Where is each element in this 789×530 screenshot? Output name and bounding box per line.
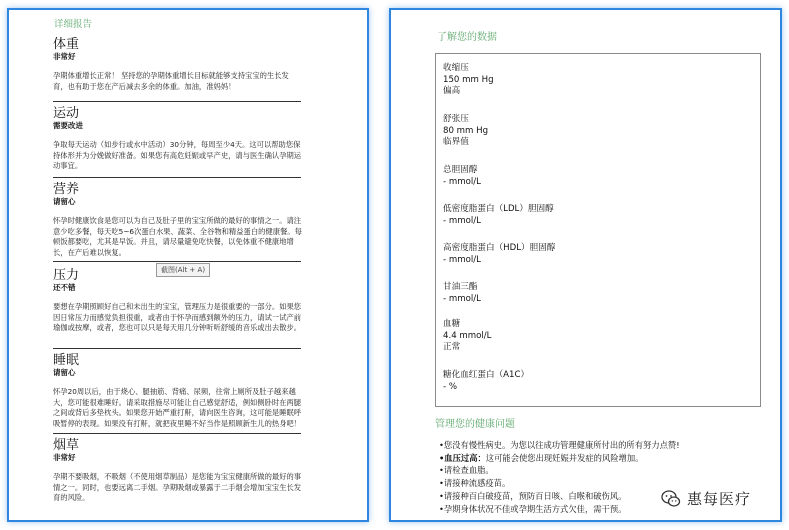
- metrics-box: [435, 53, 761, 407]
- know-your-data-title: 了解您的数据: [437, 32, 497, 43]
- section-heading: 体重: [53, 37, 80, 52]
- metric-diastolic: [443, 114, 743, 149]
- list-item: •孕期身体状况不佳或孕期生活方式欠佳，需干预。: [439, 503, 627, 514]
- section-description: 怀孕时健康饮食是您可以为自己及肚子里的宝宝所做的最好的事情之一。请注意少吃多餐，每天吃5~6次蛋白水果、蔬菜、全谷物和精益蛋白的健康餐。每顿饭都要吃，尤其是早饭。并且，请尽量避免吃快餐，以免体重不健康地增长，在产后难以恢复。: [53, 216, 302, 257]
- section-description: 孕期体重增长正常！ 坚持您的孕期体重增长目标就能够支持宝宝的生长发育，也有助于您在产后减去多余的体重。加油，准妈妈！: [53, 71, 289, 91]
- metric-ldl: [443, 204, 743, 227]
- section-divider: [53, 177, 301, 178]
- section-status: 非常好: [53, 453, 76, 462]
- section-status: 还不错: [53, 283, 76, 292]
- section-description: 怀孕20周以后，由于烧心、腿抽筋、背痛、尿频，往常上厕所及肚子越来越大，您可能很难睡好。请采取措施尽可能让自己感觉舒适，例如侧卧时在两腿之间或背后多垫枕头。如果您开始严重打鼾，请向医生咨询，这可能是睡眠呼吸暂停的表现。如果没有打鼾，就把夜里睡不好当作是照顾新生儿的热身吧！: [53, 387, 302, 428]
- metric-total-cholesterol: [443, 165, 743, 188]
- metric-name: 甘油三酯: [443, 282, 478, 292]
- metric-value: - mmol/L: [443, 254, 481, 265]
- section-status: 请留心: [53, 368, 76, 377]
- metric-a1c: [443, 370, 743, 393]
- data-summary-panel: [389, 8, 782, 522]
- metric-name: 糖化血红蛋白（A1C）: [443, 370, 530, 380]
- screenshot-tooltip: 截图(Alt + A): [156, 263, 210, 277]
- section-description: 争取每天运动（如步行或水中活动）30分钟，每周至少4天。这可以帮助您保持体形并为分娩做好准备。如果您有高危妊娠或早产史，请与医生确认孕期运动事宜。: [53, 140, 302, 171]
- metric-name: 舒张压: [443, 114, 469, 124]
- section-heading: 烟草: [53, 438, 80, 453]
- section-exercise: [53, 106, 303, 172]
- metric-value: - mmol/L: [443, 176, 481, 187]
- metric-value: - mmol/L: [443, 293, 481, 304]
- section-nutrition: [53, 182, 303, 258]
- metric-status: 临界值: [443, 137, 469, 147]
- metric-name: 低密度脂蛋白（LDL）胆固醇: [443, 204, 554, 214]
- section-divider: [53, 101, 301, 102]
- list-item: •请接种百白破疫苗，预防百日咳、白喉和破伤风。: [439, 490, 627, 501]
- metric-blood-glucose: [443, 319, 743, 354]
- metric-name: 总胆固醇: [443, 165, 478, 175]
- metric-name: 血糖: [443, 319, 461, 329]
- list-item: •请检查血脂。: [439, 465, 494, 476]
- section-status: 非常好: [53, 52, 76, 61]
- section-description: 孕期不要吸烟，不吸烟（不使用烟草制品）是您能为宝宝健康所做的最好的事情之一。同时，也要远离二手烟。孕期吸烟或暴露于二手烟会增加宝宝生长发育的风险。: [53, 472, 302, 503]
- metric-value: - %: [443, 381, 457, 392]
- section-heading: 压力: [53, 268, 80, 283]
- watermark-text: 惠每医疗: [687, 490, 752, 508]
- metric-status: 正常: [443, 342, 461, 352]
- metric-value: 4.4 mmol/L: [443, 330, 492, 341]
- metric-name: 收缩压: [443, 63, 469, 73]
- section-divider: [53, 348, 301, 349]
- metric-triglycerides: [443, 282, 743, 305]
- section-tobacco: [53, 438, 303, 504]
- section-status: 请留心: [53, 197, 76, 206]
- section-weight: [53, 37, 303, 92]
- list-item: •您没有慢性病史。为您以往成功管理健康所付出的所有努力点赞!: [439, 440, 680, 450]
- section-description: 要想在孕期照顾好自己和未出生的宝宝，管理压力是很重要的一部分。如果您因日常压力而感觉负担很重，或者由于怀孕而感到额外的压力，请试一试产前瑜伽或按摩，或者，您也可以只是每天用几分钟听听舒缓的音乐或出去散步。: [53, 302, 302, 333]
- detailed-report-title: 详细报告: [54, 19, 93, 30]
- metric-value: - mmol/L: [443, 215, 481, 226]
- list-item: •血压过高：这可能会使您出现妊娠并发症的风险增加。: [439, 452, 644, 463]
- metric-name: 高密度脂蛋白（HDL）胆固醇: [443, 243, 556, 253]
- section-status: 需要改进: [53, 121, 83, 130]
- section-heading: 睡眠: [53, 353, 80, 368]
- section-sleep: [53, 353, 303, 429]
- section-heading: 运动: [53, 106, 80, 121]
- metric-systolic: [443, 63, 743, 98]
- watermark: [661, 488, 751, 509]
- metric-hdl: [443, 243, 743, 266]
- metric-value: 80 mm Hg: [443, 125, 489, 136]
- section-heading: 营养: [53, 182, 80, 197]
- metric-value: 150 mm Hg: [443, 74, 494, 85]
- metric-status: 偏高: [443, 86, 461, 96]
- section-stress: [53, 268, 303, 334]
- list-item: •请接种流感疫苗。: [439, 478, 511, 489]
- section-divider: [53, 261, 301, 262]
- wechat-logo-icon: [661, 489, 681, 509]
- section-divider: [53, 433, 301, 434]
- manage-health-title: 管理您的健康问题: [435, 419, 515, 430]
- detailed-report-panel: [7, 8, 369, 522]
